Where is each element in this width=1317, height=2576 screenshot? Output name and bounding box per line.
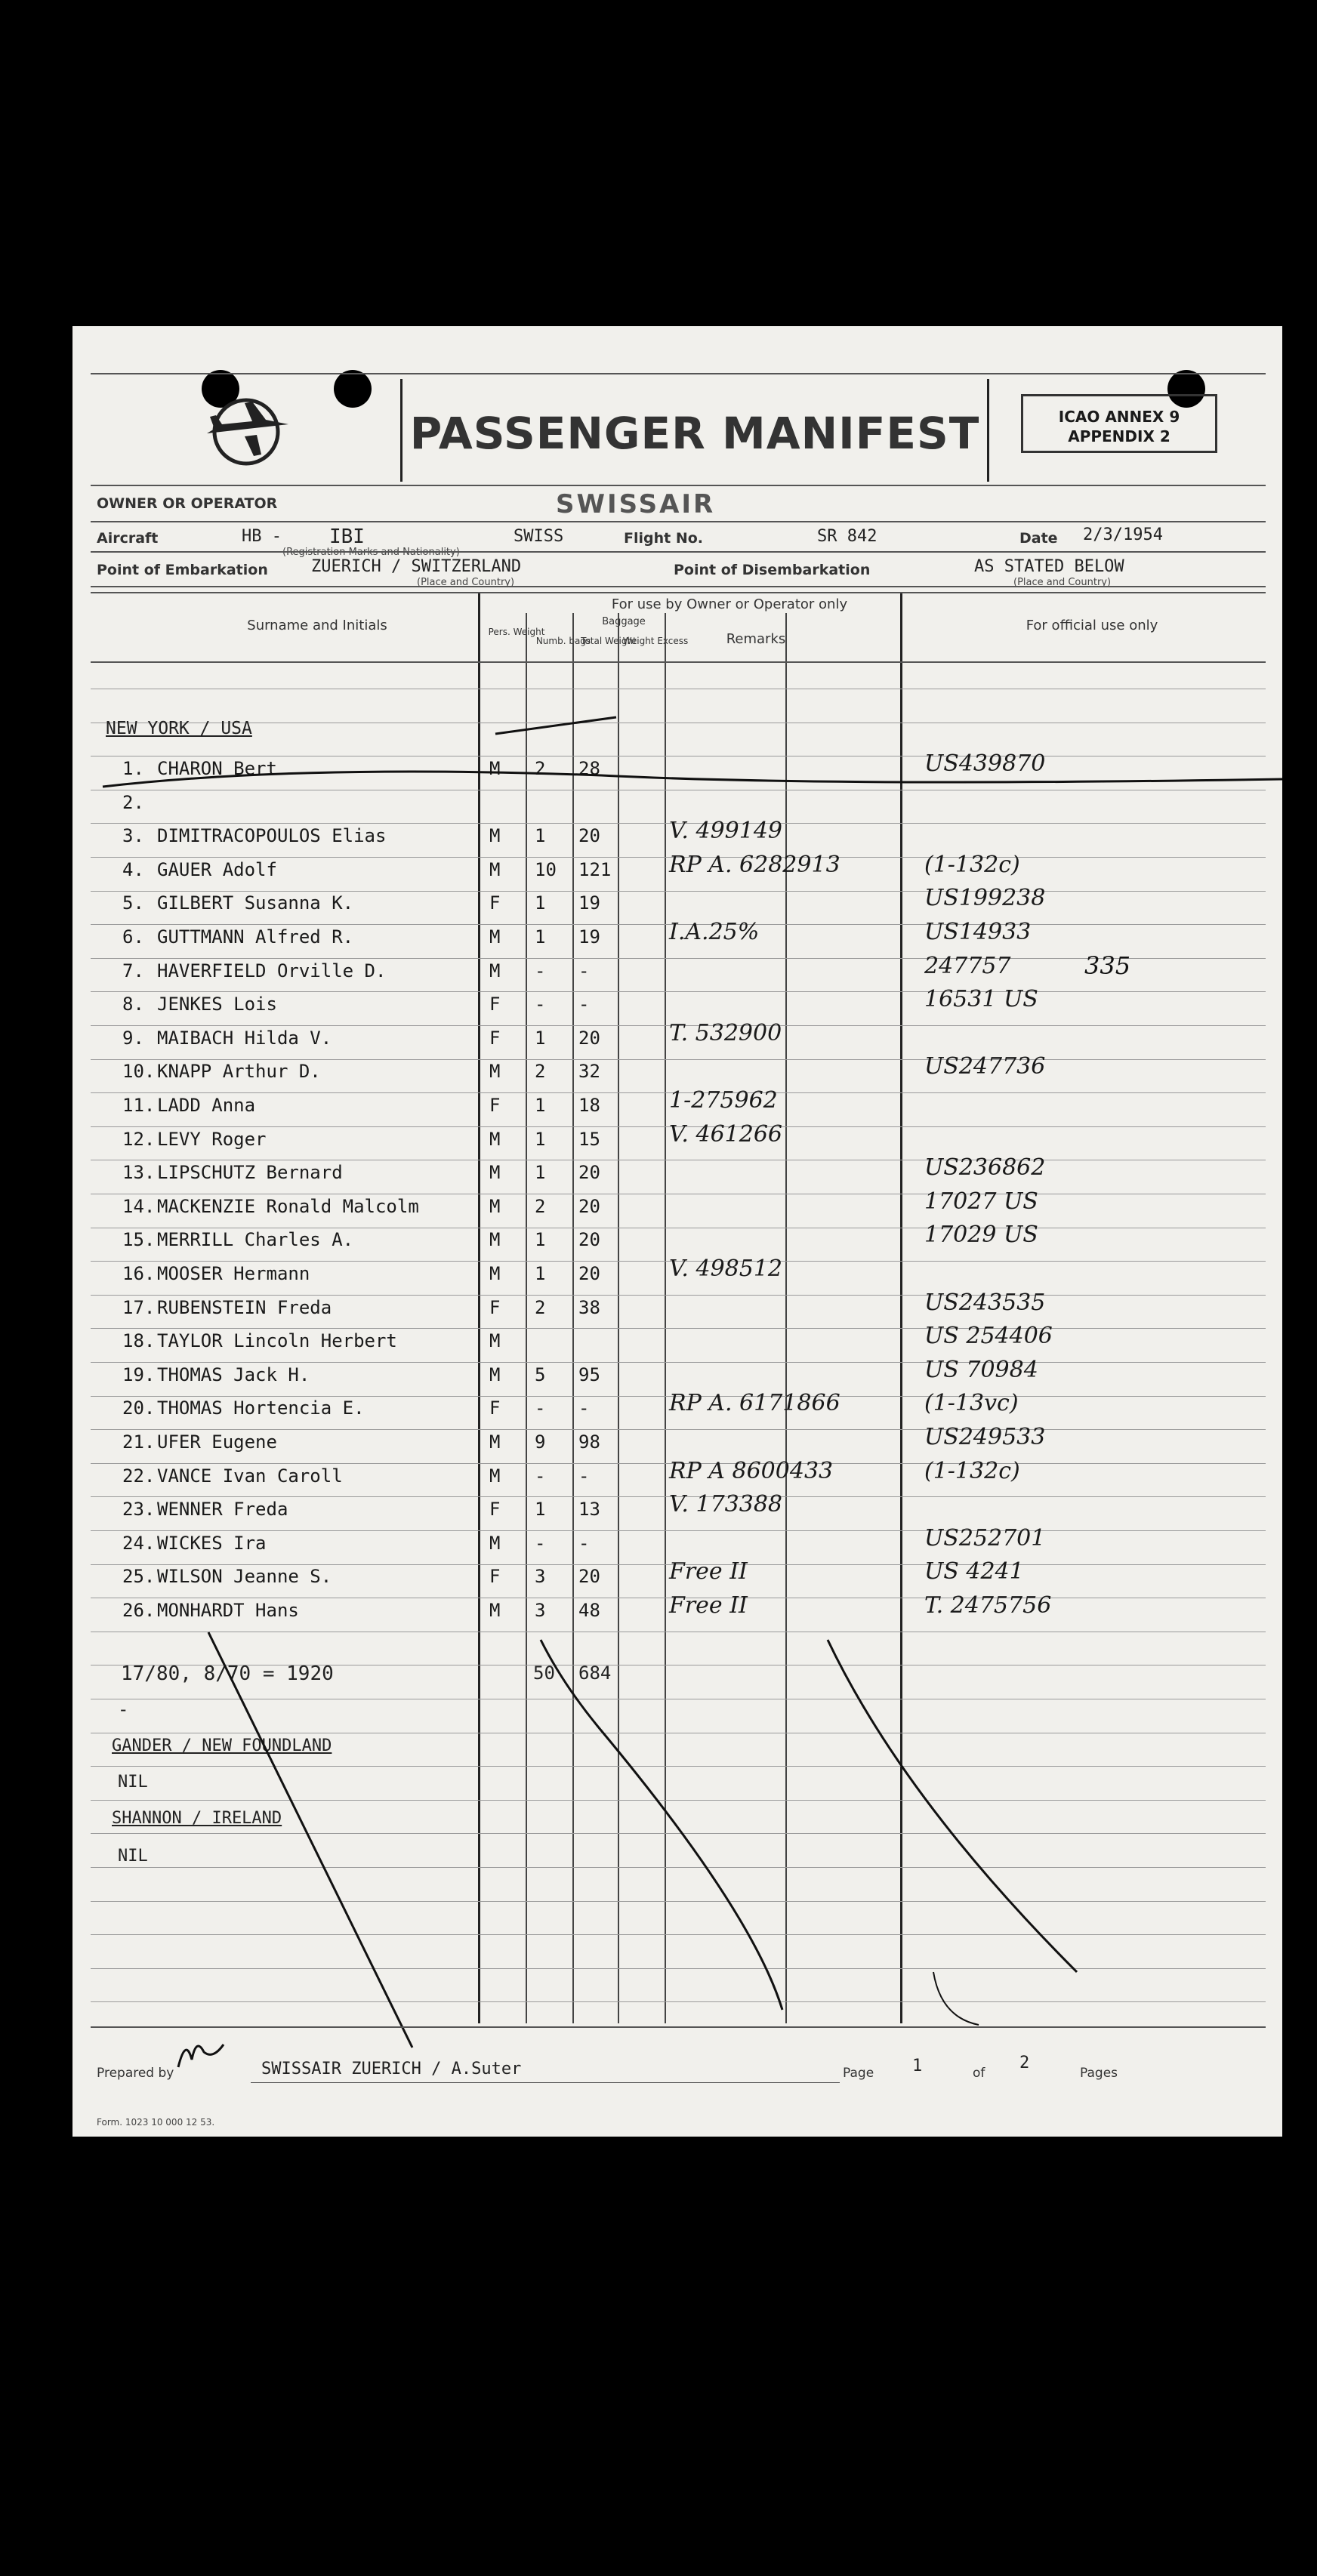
gander-nil: NIL bbox=[118, 1773, 148, 1792]
total-weight-header: Total Weight bbox=[581, 636, 637, 646]
passenger-name: WICKES Ira bbox=[157, 1533, 267, 1554]
rule bbox=[91, 2026, 1266, 2028]
weight-cell: 20 bbox=[578, 1196, 600, 1217]
row-number: 6. bbox=[122, 926, 144, 948]
sex-cell: M bbox=[489, 926, 501, 948]
official-cell: US 4241 bbox=[924, 1558, 1024, 1585]
passenger-name: LADD Anna bbox=[157, 1095, 256, 1116]
weight-excess-header: Weight Excess bbox=[622, 636, 689, 646]
sex-cell: M bbox=[489, 1364, 501, 1385]
official-cell: 16531 US bbox=[924, 986, 1038, 1012]
remark-cell: RP A 8600433 bbox=[669, 1458, 834, 1484]
embarkation-value: ZUERICH / SWITZERLAND bbox=[311, 557, 522, 576]
owner-label: OWNER OR OPERATOR bbox=[97, 495, 278, 512]
sex-cell: M bbox=[489, 1162, 501, 1183]
passenger-name: DIMITRACOPOULOS Elias bbox=[157, 825, 387, 846]
weight-cell: - bbox=[578, 960, 590, 981]
icao-line-1: ICAO ANNEX 9 bbox=[1058, 408, 1180, 426]
passenger-name: VANCE Ivan Caroll bbox=[157, 1465, 343, 1487]
weight-cell: 98 bbox=[578, 1431, 600, 1453]
bags-cell: - bbox=[535, 1397, 546, 1419]
weight-cell: 19 bbox=[578, 892, 600, 914]
row-number: 14. bbox=[122, 1196, 156, 1217]
bags-cell: - bbox=[535, 1533, 546, 1554]
baggage-header: Baggage bbox=[602, 616, 646, 627]
official-cell: US14933 bbox=[924, 919, 1032, 945]
sex-cell: M bbox=[489, 1330, 501, 1351]
official-cell: US249533 bbox=[924, 1424, 1046, 1450]
prepared-by-value: SWISSAIR ZUERICH / A.Suter bbox=[261, 2060, 522, 2078]
bags-cell: 2 bbox=[535, 1196, 546, 1217]
row-number: 25. bbox=[122, 1566, 156, 1587]
bags-cell: - bbox=[535, 1465, 546, 1487]
row-number: 23. bbox=[122, 1499, 156, 1520]
passenger-name: RUBENSTEIN Freda bbox=[157, 1297, 332, 1318]
date-value: 2/3/1954 bbox=[1083, 525, 1163, 544]
bags-cell: 2 bbox=[535, 1061, 546, 1082]
weight-cell: - bbox=[578, 1465, 590, 1487]
remarks-header: Remarks bbox=[726, 631, 786, 647]
bags-cell: 1 bbox=[535, 1028, 546, 1049]
prepared-by-label: Prepared by bbox=[97, 2066, 174, 2081]
bags-cell: 5 bbox=[535, 1364, 546, 1385]
date-label: Date bbox=[1019, 530, 1058, 547]
signature-icon bbox=[171, 2029, 239, 2075]
passenger-name: WENNER Freda bbox=[157, 1499, 288, 1520]
sex-cell: M bbox=[489, 1229, 501, 1250]
official-cell: (1-132c) bbox=[924, 852, 1020, 878]
passenger-name: GAUER Adolf bbox=[157, 859, 277, 880]
passenger-name: GUTTMANN Alfred R. bbox=[157, 926, 354, 948]
remark-cell: Free II bbox=[669, 1558, 748, 1585]
passenger-name: TAYLOR Lincoln Herbert bbox=[157, 1330, 397, 1351]
remark-cell: V. 498512 bbox=[669, 1256, 783, 1282]
bags-cell: - bbox=[535, 960, 546, 981]
weight-cell: - bbox=[578, 1533, 590, 1554]
official-cell: US199238 bbox=[924, 885, 1046, 911]
official-cell: 17027 US bbox=[924, 1188, 1038, 1215]
row-number: 17. bbox=[122, 1297, 156, 1318]
owner-use-header: For use by Owner or Operator only bbox=[611, 596, 848, 612]
weight-cell: 20 bbox=[578, 1162, 600, 1183]
flight-label: Flight No. bbox=[624, 530, 704, 547]
row-number: 5. bbox=[122, 892, 144, 914]
bags-cell: 2 bbox=[535, 758, 546, 779]
bags-cell: 1 bbox=[535, 825, 546, 846]
remark-cell: V. 499149 bbox=[669, 818, 783, 844]
bags-cell: 10 bbox=[535, 859, 557, 880]
official-cell: US439870 bbox=[924, 750, 1046, 777]
weight-cell: 48 bbox=[578, 1600, 600, 1621]
section-new-york: NEW YORK / USA bbox=[106, 719, 252, 738]
page-title: PASSENGER MANIFEST bbox=[409, 408, 980, 459]
sex-cell: M bbox=[489, 1263, 501, 1284]
icao-line-2: APPENDIX 2 bbox=[1068, 427, 1170, 445]
sex-cell: F bbox=[489, 1028, 501, 1049]
gander-heading: GANDER / NEW FOUNDLAND bbox=[112, 1736, 332, 1755]
manifest-sheet bbox=[72, 326, 1282, 2137]
official-cell: US243535 bbox=[924, 1290, 1046, 1316]
weight-cell: 13 bbox=[578, 1499, 600, 1520]
official-cell: 247757 bbox=[924, 953, 1011, 979]
official-cell: US247736 bbox=[924, 1053, 1046, 1080]
sex-cell: M bbox=[489, 1129, 501, 1150]
weight-cell: 32 bbox=[578, 1061, 600, 1082]
weight-cell: 38 bbox=[578, 1297, 600, 1318]
sex-cell: F bbox=[489, 1297, 501, 1318]
total-pages: 2 bbox=[1019, 2054, 1030, 2072]
sex-cell: M bbox=[489, 1431, 501, 1453]
totals-line: 17/80, 8/70 = 1920 bbox=[121, 1662, 334, 1685]
bags-cell: 1 bbox=[535, 1263, 546, 1284]
row-number: 1. bbox=[122, 758, 144, 779]
row-number: 13. bbox=[122, 1162, 156, 1183]
totals-weight: 684 bbox=[578, 1662, 612, 1684]
disembarkation-value: AS STATED BELOW bbox=[974, 557, 1124, 576]
remark-cell: 1-275962 bbox=[669, 1087, 778, 1114]
remark-cell: V. 461266 bbox=[669, 1121, 783, 1148]
weight-cell: 20 bbox=[578, 825, 600, 846]
official-cell: US 254406 bbox=[924, 1323, 1053, 1349]
weight-cell: - bbox=[578, 994, 590, 1015]
row-number: 15. bbox=[122, 1229, 156, 1250]
passenger-name: THOMAS Hortencia E. bbox=[157, 1397, 365, 1419]
sex-cell: M bbox=[489, 1196, 501, 1217]
sex-cell: M bbox=[489, 758, 501, 779]
row-number: 16. bbox=[122, 1263, 156, 1284]
weight-cell: 18 bbox=[578, 1095, 600, 1116]
row-number: 9. bbox=[122, 1028, 144, 1049]
bags-cell: 2 bbox=[535, 1297, 546, 1318]
shannon-nil: NIL bbox=[118, 1847, 148, 1866]
page-number: 1 bbox=[912, 2057, 923, 2075]
bags-cell: 3 bbox=[535, 1566, 546, 1587]
official-cell: (1-13vc) bbox=[924, 1390, 1019, 1416]
weight-cell: 20 bbox=[578, 1263, 600, 1284]
official-cell: US236862 bbox=[924, 1154, 1046, 1181]
row-number: 21. bbox=[122, 1431, 156, 1453]
passenger-name: CHARON Bert bbox=[157, 758, 277, 779]
row-number: 10. bbox=[122, 1061, 156, 1082]
row-number: 4. bbox=[122, 859, 144, 880]
weight-cell: 20 bbox=[578, 1566, 600, 1587]
passenger-name: JENKES Lois bbox=[157, 994, 277, 1015]
weight-cell: - bbox=[578, 1397, 590, 1419]
weight-cell: 20 bbox=[578, 1028, 600, 1049]
place-note-2: (Place and Country) bbox=[1013, 577, 1112, 588]
bags-cell: - bbox=[535, 994, 546, 1015]
row-number: 8. bbox=[122, 994, 144, 1015]
row-number: 22. bbox=[122, 1465, 156, 1487]
remark-cell: RP A. 6171866 bbox=[669, 1390, 840, 1416]
row-number: 11. bbox=[122, 1095, 156, 1116]
passenger-name: MOOSER Hermann bbox=[157, 1263, 310, 1284]
bags-cell: 3 bbox=[535, 1600, 546, 1621]
row-number: 12. bbox=[122, 1129, 156, 1150]
row-number: 19. bbox=[122, 1364, 156, 1385]
row-number: 18. bbox=[122, 1330, 156, 1351]
official-cell: (1-132c) bbox=[924, 1458, 1020, 1484]
official-header: For official use only bbox=[1026, 618, 1158, 633]
sex-cell: M bbox=[489, 859, 501, 880]
sex-cell: F bbox=[489, 1397, 501, 1419]
form-number: Form. 1023 10 000 12 53. bbox=[97, 2117, 215, 2128]
sex-cell: F bbox=[489, 994, 501, 1015]
sex-cell: M bbox=[489, 1465, 501, 1487]
numb-bags-header: Numb. bags bbox=[535, 636, 591, 646]
passenger-name: GILBERT Susanna K. bbox=[157, 892, 354, 914]
dash-mark: - bbox=[118, 1699, 129, 1720]
passenger-name: KNAPP Arthur D. bbox=[157, 1061, 321, 1082]
rule bbox=[251, 2082, 840, 2083]
passenger-name: UFER Eugene bbox=[157, 1431, 277, 1453]
disembarkation-label: Point of Disembarkation bbox=[674, 562, 871, 578]
official-cell: T. 2475756 bbox=[924, 1592, 1052, 1619]
shannon-heading: SHANNON / IRELAND bbox=[112, 1809, 282, 1828]
row-number: 3. bbox=[122, 825, 144, 846]
official-cell: US 70984 bbox=[924, 1357, 1038, 1383]
passenger-name: LEVY Roger bbox=[157, 1129, 267, 1150]
weight-cell: 15 bbox=[578, 1129, 600, 1150]
bags-cell: 1 bbox=[535, 892, 546, 914]
registration-note: (Registration Marks and Nationality) bbox=[282, 547, 460, 558]
passenger-name: LIPSCHUTZ Bernard bbox=[157, 1162, 343, 1183]
remark-cell: RP A. 6282913 bbox=[669, 852, 840, 878]
passenger-name: MONHARDT Hans bbox=[157, 1600, 299, 1621]
remark-cell: I.A.25% bbox=[669, 919, 760, 945]
sex-cell: F bbox=[489, 1566, 501, 1587]
of-label: of bbox=[973, 2066, 985, 2081]
bags-cell: 1 bbox=[535, 1499, 546, 1520]
remark-cell: T. 532900 bbox=[669, 1020, 782, 1046]
bags-cell: 1 bbox=[535, 1095, 546, 1116]
bags-cell: 1 bbox=[535, 1162, 546, 1183]
sex-cell: M bbox=[489, 1533, 501, 1554]
embarkation-label: Point of Embarkation bbox=[97, 562, 268, 578]
aircraft-reg: IBI bbox=[329, 525, 365, 548]
row-number: 20. bbox=[122, 1397, 156, 1419]
flight-number: SR 842 bbox=[817, 527, 877, 546]
passenger-name: WILSON Jeanne S. bbox=[157, 1566, 332, 1587]
sex-cell: M bbox=[489, 960, 501, 981]
weight-cell: 20 bbox=[578, 1229, 600, 1250]
row-number: 7. bbox=[122, 960, 144, 981]
bags-cell: 9 bbox=[535, 1431, 546, 1453]
remark-cell: Free II bbox=[669, 1592, 748, 1619]
row-number: 24. bbox=[122, 1533, 156, 1554]
passenger-name: MERRILL Charles A. bbox=[157, 1229, 354, 1250]
pages-label: Pages bbox=[1080, 2066, 1118, 2081]
bags-cell: 1 bbox=[535, 926, 546, 948]
sex-cell: M bbox=[489, 1600, 501, 1621]
official-cell: 17029 US bbox=[924, 1222, 1038, 1248]
passenger-name: MACKENZIE Ronald Malcolm bbox=[157, 1196, 419, 1217]
sex-cell: M bbox=[489, 1061, 501, 1082]
sex-cell: M bbox=[489, 825, 501, 846]
totals-bags: 50 bbox=[533, 1662, 555, 1684]
aircraft-prefix: HB - bbox=[242, 527, 282, 546]
passenger-name: MAIBACH Hilda V. bbox=[157, 1028, 332, 1049]
weight-cell: 121 bbox=[578, 859, 612, 880]
bags-cell: 1 bbox=[535, 1229, 546, 1250]
weight-cell: 19 bbox=[578, 926, 600, 948]
handwritten-note: 335 bbox=[1084, 951, 1131, 980]
airline-name: SWISSAIR bbox=[556, 489, 716, 519]
sex-cell: F bbox=[489, 1095, 501, 1116]
row-number: 26. bbox=[122, 1600, 156, 1621]
sex-cell: F bbox=[489, 892, 501, 914]
row-number: 2. bbox=[122, 792, 144, 813]
pers-weight-header: Pers. Weight bbox=[488, 627, 545, 637]
bags-cell: 1 bbox=[535, 1129, 546, 1150]
aircraft-label: Aircraft bbox=[97, 530, 159, 547]
place-note: (Place and Country) bbox=[417, 577, 515, 588]
remark-cell: V. 173388 bbox=[669, 1491, 783, 1518]
aircraft-nationality: SWISS bbox=[514, 527, 564, 546]
official-cell: US252701 bbox=[924, 1525, 1046, 1551]
strike-lines bbox=[72, 326, 1282, 2137]
weight-cell: 95 bbox=[578, 1364, 600, 1385]
passenger-name: HAVERFIELD Orville D. bbox=[157, 960, 387, 981]
page-label: Page bbox=[843, 2066, 874, 2081]
passenger-name: THOMAS Jack H. bbox=[157, 1364, 310, 1385]
weight-cell: 28 bbox=[578, 758, 600, 779]
surname-header: Surname and Initials bbox=[247, 618, 387, 633]
sex-cell: F bbox=[489, 1499, 501, 1520]
